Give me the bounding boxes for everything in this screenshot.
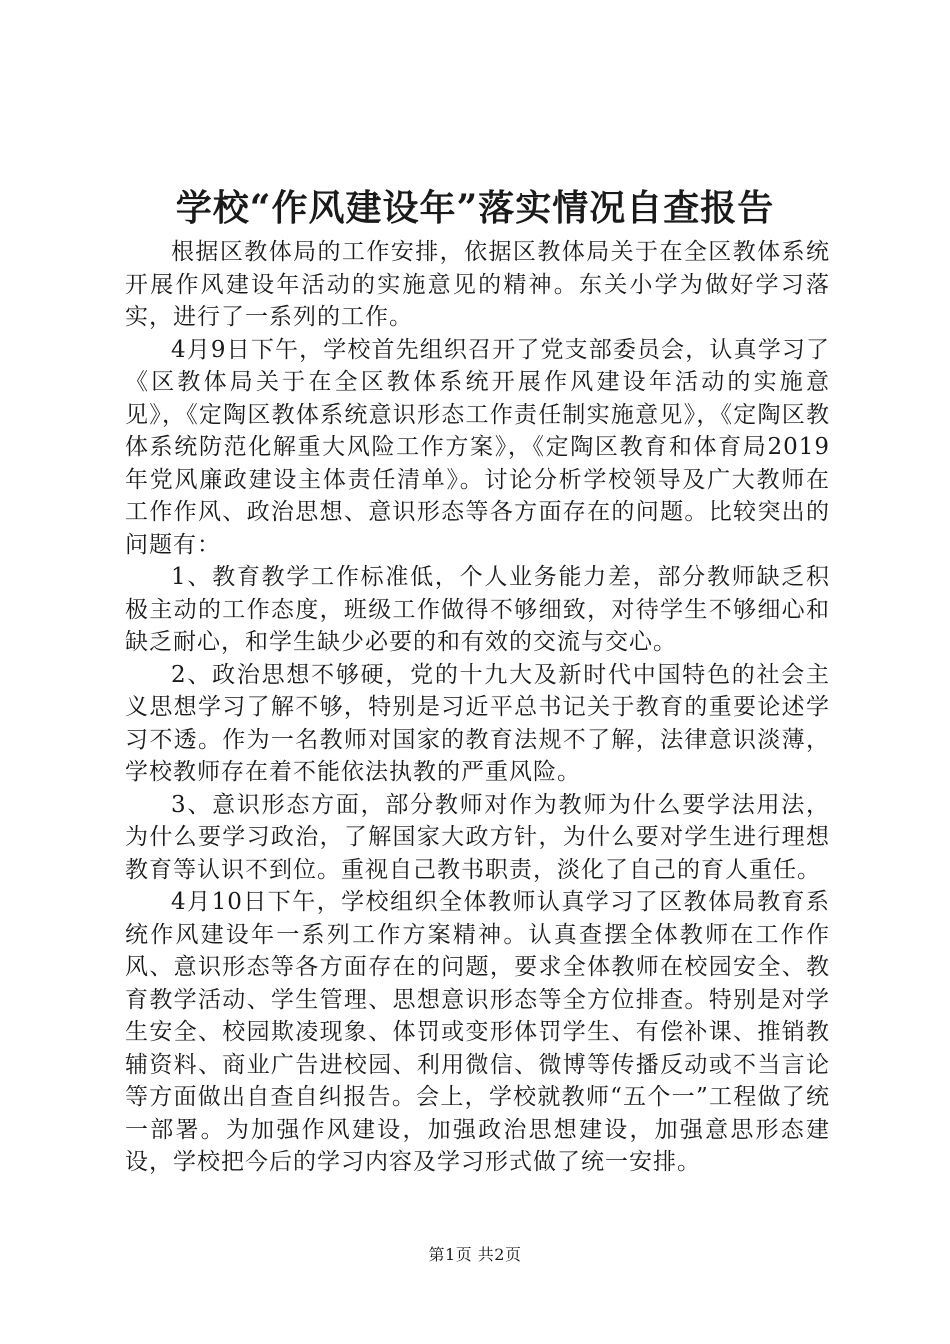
page-footer: 第1页 共2页 (428, 1245, 522, 1264)
paragraph-april-9: 4月9日下午，学校首先组织召开了党支部委员会，认真学习了《区教体局关于在全区教体系统开展作风建设年活动的实施意见》，《定陶区教体系统意识形态工作责任制实施意见》，《定陶区教体系统防范化解重大风险工作方案》，《定陶区教育和体育局2019年党风廉政建设主体责任清单》。讨论分析学校领导及广大教师在工作作风、政治思想、意识形态等各方面存在的问题。比较突出的问题有： (125, 336, 830, 558)
document-title: 学校“作风建设年”落实情况自查报告 (175, 187, 775, 229)
paragraph-issue-3: 3、意识形态方面，部分教师对作为教师为什么要学法用法，为什么要学习政治，了解国家大政方针，为什么要对学生进行理想教育等认识不到位。重视自己教书职责，淡化了自己的育人重任。 (125, 791, 830, 883)
paragraph-issue-1: 1、教育教学工作标准低，个人业务能力差，部分教师缺乏积极主动的工作态度，班级工作做得不够细致，对待学生不够细心和缺乏耐心，和学生缺少必要的和有效的交流与交心。 (125, 564, 830, 655)
paragraph-issue-2: 2、政治思想不够硬，党的十九大及新时代中国特色的社会主义思想学习了解不够，特别是习近平总书记关于教育的重要论述学习不透。作为一名教师对国家的教育法规不了解，法律意识淡薄，学校教师存在着不能依法执教的严重风险。 (125, 661, 830, 785)
paragraph-april-10: 4月10日下午，学校组织全体教师认真学习了区教体局教育系统作风建设年一系列工作方案精神。认真查摆全体教师在工作作风、意识形态等各方面存在的问题，要求全体教师在校园安全、教育教学活动、学生管理、思想意识形态等全方位排查。特别是对学生安全、校园欺凌现象、体罚或变形体罚学生、有偿补课、推销教辅资料、商业广告进校园、利用微信、微博等传播反动或不当言论等方面做出自查自纠报告。会上，学校就教师“五个一”工程做了统一部署。为加强作风建设，加强政治思想建设，加强意思形态建设，学校把今后的学习内容及学习形式做了统一安排。 (125, 889, 830, 1175)
paragraph-intro: 根据区教体局的工作安排，依据区教体局关于在全区教体系统开展作风建设年活动的实施意见的精神。东关小学为做好学习落实，进行了一系列的工作。 (125, 239, 830, 330)
document-body (125, 236, 830, 1179)
